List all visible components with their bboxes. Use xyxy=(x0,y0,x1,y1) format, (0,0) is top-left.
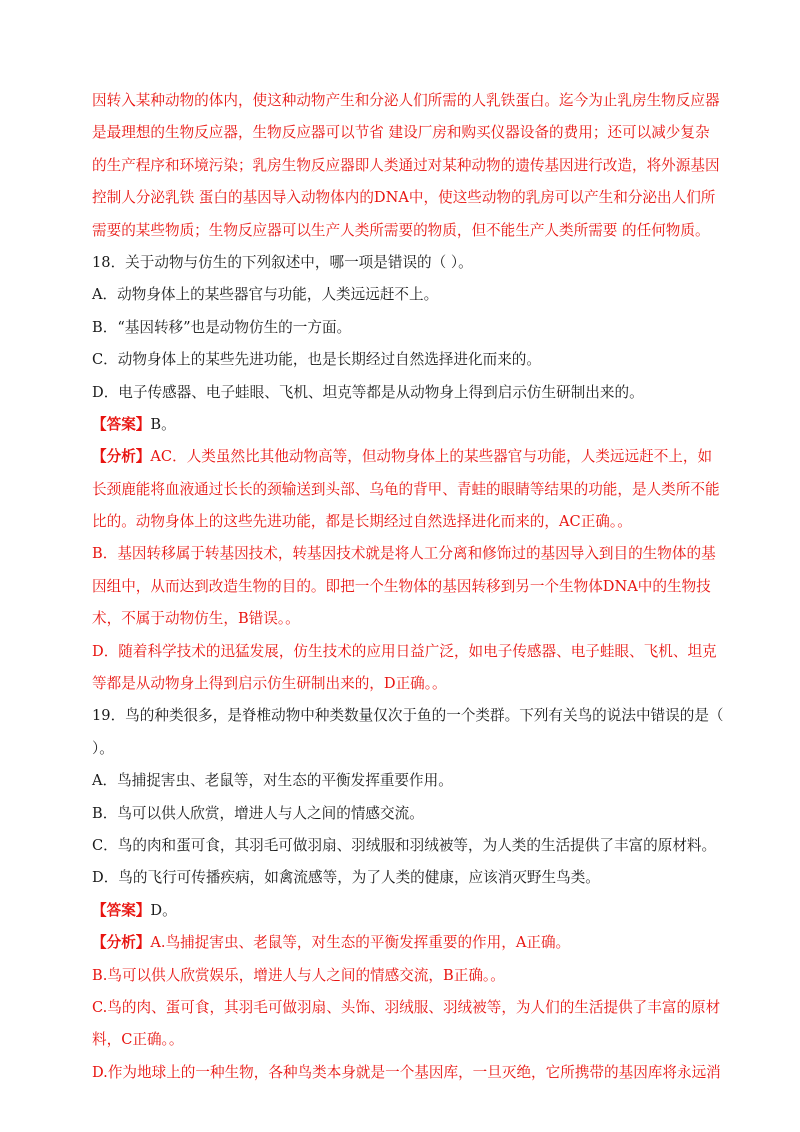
q18-stem: 18．关于动物与仿生的下列叙述中，哪一项是错误的（ ）。 xyxy=(92,253,473,271)
q19-analysis-line: D.作为地球上的一种生物，各种鸟类本身就是一个基因库，一旦灭绝，它所携带的基因库将永远消 xyxy=(92,1063,721,1081)
intro-analysis-line: 是最理想的生物反应器，生物反应器可以节省 建设厂房和购买仪器设备的费用；还可以减少复杂 xyxy=(92,124,710,142)
q19-option-d: D．鸟的飞行可传播疾病，如禽流感等，为了人类的健康，应该消灭野生鸟类。 xyxy=(92,869,600,887)
q19-answer-tag: 【答案】 xyxy=(92,901,151,919)
q18-analysis-text: AC．人类虽然比其他动物高等，但动物身体上的某些器官与功能，人类远远赶不上，如 xyxy=(150,448,713,466)
q19-stem: 19．鸟的种类很多，是脊椎动物中种类数量仅次于鱼的一个类群。下列有关鸟的说法中错误的是（ xyxy=(92,707,724,725)
intro-analysis-line: 需要的某些物质；生物反应器可以生产人类所需要的物质，但不能生产人类所需要 的任何物质。 xyxy=(92,221,710,239)
q19-analysis-text: A.鸟捕捉害虫、老鼠等，对生态的平衡发挥重要的作用，A正确。 xyxy=(150,934,571,952)
q18-answer xyxy=(92,412,712,438)
intro-analysis-line: 控制人分泌乳铁 蛋白的基因导入动物体内的DNA中，使这些动物的乳房可以产生和分泌出人们所 xyxy=(92,189,716,207)
q18-analysis-tag: 【分析】 xyxy=(92,448,151,466)
q18-analysis-line: B．基因转移属于转基因技术，转基因技术就是将人工分离和修饰过的基因导入到目的生物体的基 xyxy=(92,545,716,563)
q19-option-c: C．鸟的肉和蛋可食，其羽毛可做羽扇、羽绒服和羽绒被等，为人类的生活提供了丰富的原材料。 xyxy=(92,836,717,854)
q18-option-a: A．动物身体上的某些器官与功能，人类远远赶不上。 xyxy=(92,286,439,304)
q19-analysis-tag: 【分析】 xyxy=(92,934,151,952)
q18-answer-value: B。 xyxy=(150,415,176,433)
q18-analysis-line: 比的。动物身体上的这些先进功能，都是长期经过自然选择进化而来的，AC正确。。 xyxy=(92,513,632,531)
q18-analysis-line: 长颈鹿能将血液通过长长的颈输送到头部、乌龟的背甲、青蛙的眼睛等结果的功能，是人类所不能 xyxy=(92,480,720,498)
q19-analysis-line: B.鸟可以供人欣赏娱乐，增进人与人之间的情感交流，B正确。。 xyxy=(92,966,505,984)
intro-analysis-line: 的生产程序和环境污染；乳房生物反应器即人类通过对某种动物的遗传基因进行改造，将外源基因 xyxy=(92,156,720,174)
q19-option-b: B．鸟可以供人欣赏，增进人与人之间的情感交流。 xyxy=(92,804,424,822)
document-page xyxy=(92,88,724,1092)
q18-option-c: C．动物身体上的某些先进功能，也是长期经过自然选择进化而来的。 xyxy=(92,351,541,369)
q19-stem-cont: ）。 xyxy=(92,739,114,757)
q18-analysis-line: 等都是从动物身上得到启示仿生研制出来的，D正确。。 xyxy=(92,675,447,693)
q19-analysis-line xyxy=(92,930,712,956)
q18-analysis-line: 术，不属于动物仿生，B错误。。 xyxy=(92,610,300,628)
q18-option-b: B．“基因转移”也是动物仿生的一方面。 xyxy=(92,318,352,336)
q19-analysis-line: 料，C正确。。 xyxy=(92,1031,184,1049)
intro-analysis-line: 因转入某种动物的体内，使这种动物产生和分泌人们所需的人乳铁蛋白。迄今为止乳房生物反应器 xyxy=(92,92,720,109)
q19-answer xyxy=(92,898,712,924)
q18-analysis-line: 因组中，从而达到改造生物的目的。即把一个生物体的基因转移到另一个生物体DNA中的生物技 xyxy=(92,577,711,595)
q19-option-a: A．鸟捕捉害虫、老鼠等，对生态的平衡发挥重要作用。 xyxy=(92,772,453,790)
q18-analysis-line xyxy=(92,444,712,470)
q19-answer-value: D。 xyxy=(150,901,177,919)
q18-answer-tag: 【答案】 xyxy=(92,415,151,433)
q18-analysis-line: D．随着科学技术的迅猛发展，仿生技术的应用日益广泛，如电子传感器、电子蛙眼、飞机、坦克 xyxy=(92,642,717,660)
q19-analysis-line: C.鸟的肉、蛋可食，其羽毛可做羽扇、头饰、羽绒服、羽绒被等，为人们的生活提供了丰富的原材 xyxy=(92,998,721,1016)
q18-option-d: D．电子传感器、电子蛙眼、飞机、坦克等都是从动物身上得到启示仿生研制出来的。 xyxy=(92,383,644,401)
